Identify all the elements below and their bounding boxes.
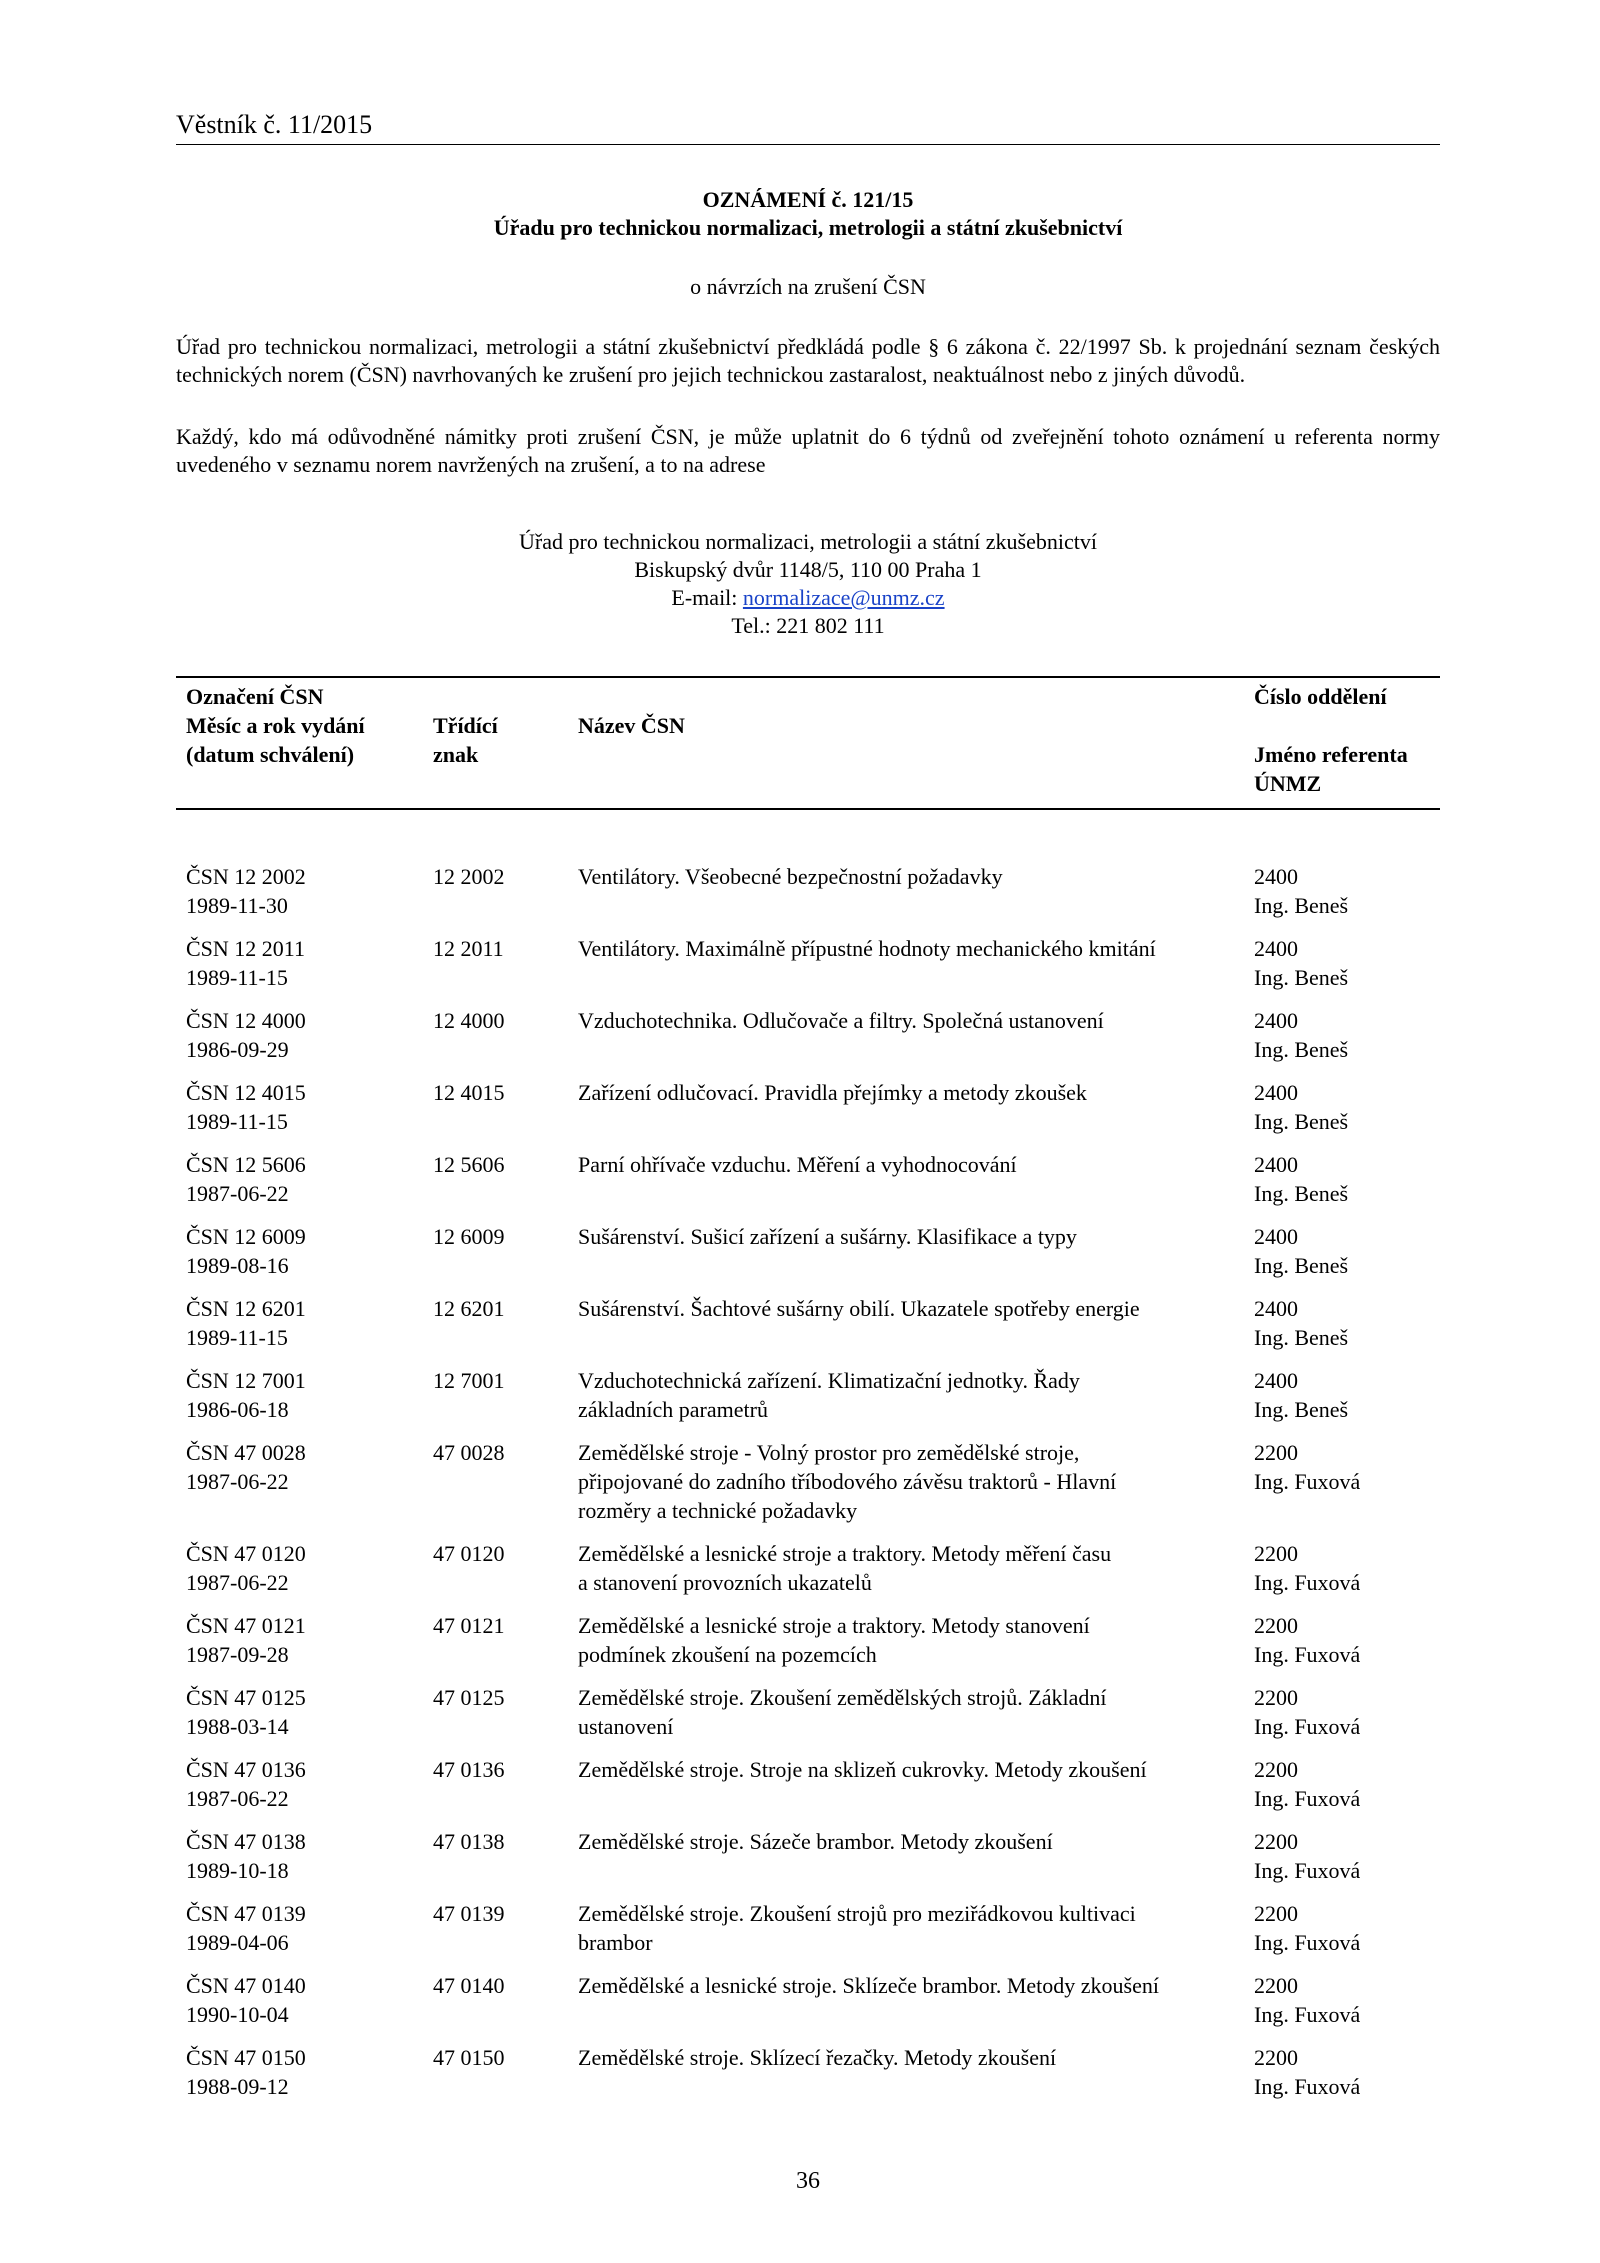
referent-name: Ing. Beneš (1254, 1253, 1349, 1278)
standard-title-line: Parní ohřívače vzduchu. Měření a vyhodnocování (578, 1152, 1017, 1177)
referent-name: Ing. Fuxová (1254, 2074, 1361, 2099)
page-number: 36 (796, 2168, 820, 2194)
standard-title-line: Zemědělské a lesnické stroje a traktory. Metody stanovení (578, 1613, 1090, 1638)
classification-mark: 12 7001 (433, 1368, 505, 1393)
standard-title-line: základních parametrů (578, 1397, 768, 1422)
standard-code: ČSN 12 4015 (186, 1080, 306, 1105)
standard-title-line: Zemědělské stroje. Sázeče brambor. Metody zkoušení (578, 1829, 1053, 1854)
referent-name: Ing. Beneš (1254, 1181, 1349, 1206)
classification-mark: 47 0139 (433, 1901, 505, 1926)
standard-title-line: Sušárenství. Šachtové sušárny obilí. Ukazatele spotřeby energie (578, 1296, 1140, 1321)
department-number: 2400 (1254, 864, 1298, 889)
issue-date: 1987-06-22 (186, 1181, 289, 1206)
objection-paragraph: Každý, kdo má odůvodněné námitky proti zrušení ČSN, je může uplatnit do 6 týdnů od zveřejnění tohoto oznámení u referenta normy uvedeného v seznamu norem navržených na zrušení, a to na adrese (176, 424, 1440, 477)
department-number: 2400 (1254, 1368, 1298, 1393)
department-number: 2200 (1254, 1757, 1298, 1782)
standard-code: ČSN 47 0150 (186, 2045, 306, 2070)
standard-code: ČSN 47 0125 (186, 1685, 306, 1710)
table-header-bottom-rule (176, 808, 1440, 810)
header-col3: Název ČSN (578, 713, 685, 738)
table-header-top-rule (176, 676, 1440, 678)
issue-date: 1989-11-15 (186, 1325, 288, 1350)
department-number: 2400 (1254, 936, 1298, 961)
standard-code: ČSN 47 0028 (186, 1440, 306, 1465)
referent-name: Ing. Beneš (1254, 1325, 1349, 1350)
department-number: 2200 (1254, 1685, 1298, 1710)
classification-mark: 47 0136 (433, 1757, 505, 1782)
issue-date: 1986-09-29 (186, 1037, 289, 1062)
issue-date: 1989-11-15 (186, 1109, 288, 1134)
email-label: E-mail: (671, 585, 743, 610)
standard-code: ČSN 47 0121 (186, 1613, 306, 1638)
department-number: 2200 (1254, 1901, 1298, 1926)
standard-title-line: Sušárenství. Sušicí zařízení a sušárny. Klasifikace a typy (578, 1224, 1077, 1249)
department-number: 2400 (1254, 1080, 1298, 1105)
referent-name: Ing. Fuxová (1254, 1469, 1361, 1494)
department-number: 2200 (1254, 2045, 1298, 2070)
standard-title-line: Zemědělské stroje. Zkoušení strojů pro meziřádkovou kultivaci (578, 1901, 1136, 1926)
header-col1-line1: Označení ČSN (186, 684, 324, 709)
standard-code: ČSN 12 2002 (186, 864, 306, 889)
standard-title-line: Zemědělské a lesnické stroje. Sklízeče brambor. Metody zkoušení (578, 1973, 1159, 1998)
standard-title-line: Zemědělské stroje - Volný prostor pro zemědělské stroje, (578, 1440, 1080, 1465)
standard-code: ČSN 47 0139 (186, 1901, 306, 1926)
referent-name: Ing. Fuxová (1254, 1570, 1361, 1595)
standard-title-line: Ventilátory. Maximálně přípustné hodnoty mechanického kmitání (578, 936, 1156, 961)
standard-title-line: Zemědělské stroje. Stroje na sklizeň cukrovky. Metody zkoušení (578, 1757, 1147, 1782)
standard-title-line: ustanovení (578, 1714, 674, 1739)
referent-name: Ing. Beneš (1254, 893, 1349, 918)
standard-title-line: rozměry a technické požadavky (578, 1498, 858, 1523)
address-phone: Tel.: 221 802 111 (731, 613, 885, 638)
classification-mark: 47 0150 (433, 2045, 505, 2070)
referent-name: Ing. Fuxová (1254, 1786, 1361, 1811)
department-number: 2200 (1254, 1440, 1298, 1465)
issue-date: 1987-06-22 (186, 1570, 289, 1595)
address-email-line (176, 584, 1440, 612)
announcement-authority: Úřadu pro technickou normalizaci, metrologii a státní zkušebnictví (493, 215, 1123, 240)
classification-mark: 12 5606 (433, 1152, 505, 1177)
classification-mark: 47 0138 (433, 1829, 505, 1854)
issue-date: 1989-04-06 (186, 1930, 289, 1955)
standard-code: ČSN 12 6201 (186, 1296, 306, 1321)
department-number: 2400 (1254, 1152, 1298, 1177)
standard-title-line: brambor (578, 1930, 653, 1955)
referent-name: Ing. Beneš (1254, 965, 1349, 990)
referent-name: Ing. Fuxová (1254, 1642, 1361, 1667)
department-number: 2400 (1254, 1008, 1298, 1033)
address-block (176, 528, 1440, 640)
referent-name: Ing. Beneš (1254, 1109, 1349, 1134)
standard-title-line: Zařízení odlučovací. Pravidla přejímky a metody zkoušek (578, 1080, 1087, 1105)
issue-date: 1987-09-28 (186, 1642, 289, 1667)
standard-title-line: připojované do zadního tříbodového závěsu traktorů - Hlavní (578, 1469, 1117, 1494)
issue-date: 1986-06-18 (186, 1397, 289, 1422)
classification-mark: 47 0121 (433, 1613, 505, 1638)
standard-title-line: Ventilátory. Všeobecné bezpečnostní požadavky (578, 864, 1003, 889)
referent-name: Ing. Fuxová (1254, 1858, 1361, 1883)
standard-code: ČSN 12 7001 (186, 1368, 306, 1393)
referent-name: Ing. Fuxová (1254, 2002, 1361, 2027)
issue-date: 1989-11-15 (186, 965, 288, 990)
header-col4-line3: ÚNMZ (1254, 771, 1322, 796)
referent-name: Ing. Beneš (1254, 1037, 1349, 1062)
header-col2-line1: Třídící (433, 713, 498, 738)
standard-title-line: Zemědělské stroje. Zkoušení zemědělských strojů. Základní (578, 1685, 1107, 1710)
issue-date: 1987-06-22 (186, 1786, 289, 1811)
classification-mark: 47 0028 (433, 1440, 505, 1465)
standard-code: ČSN 12 6009 (186, 1224, 306, 1249)
issue-date: 1989-11-30 (186, 893, 288, 918)
header-col1-line2: Měsíc a rok vydání (186, 713, 365, 738)
standard-code: ČSN 47 0120 (186, 1541, 306, 1566)
header-col4-line1: Číslo oddělení (1254, 684, 1387, 709)
header-col1-line3: (datum schválení) (186, 742, 355, 767)
intro-paragraph: Úřad pro technickou normalizaci, metrologii a státní zkušebnictví předkládá podle § 6 zákona č. 22/1997 Sb. k projednání seznam českých technických norem (ČSN) navrhovaných ke zrušení pro jejich technickou zastaralost, neaktuálnost nebo z jiných důvodů. (176, 334, 1440, 387)
classification-mark: 12 2011 (433, 936, 504, 961)
standard-code: ČSN 47 0136 (186, 1757, 306, 1782)
referent-name: Ing. Fuxová (1254, 1930, 1361, 1955)
standard-title-line: podmínek zkoušení na pozemcích (578, 1642, 877, 1667)
journal-header: Věstník č. 11/2015 (176, 110, 1440, 145)
header-col2-line2: znak (433, 742, 479, 767)
issue-date: 1989-08-16 (186, 1253, 289, 1278)
standard-code: ČSN 12 2011 (186, 936, 305, 961)
issue-date: 1988-09-12 (186, 2074, 289, 2099)
standard-code: ČSN 47 0138 (186, 1829, 306, 1854)
issue-date: 1989-10-18 (186, 1858, 289, 1883)
classification-mark: 12 2002 (433, 864, 505, 889)
department-number: 2400 (1254, 1296, 1298, 1321)
classification-mark: 47 0140 (433, 1973, 505, 1998)
standard-code: ČSN 47 0140 (186, 1973, 306, 1998)
classification-mark: 47 0120 (433, 1541, 505, 1566)
classification-mark: 12 4000 (433, 1008, 505, 1033)
address-org: Úřad pro technickou normalizaci, metrologii a státní zkušebnictví (519, 529, 1097, 554)
address-street: Biskupský dvůr 1148/5, 110 00 Praha 1 (634, 557, 982, 582)
department-number: 2200 (1254, 1613, 1298, 1638)
referent-name: Ing. Fuxová (1254, 1714, 1361, 1739)
email-link[interactable]: normalizace@unmz.cz (742, 585, 945, 610)
classification-mark: 12 4015 (433, 1080, 505, 1105)
standard-title-line: Zemědělské a lesnické stroje a traktory. Metody měření času (578, 1541, 1112, 1566)
issue-date: 1990-10-04 (186, 2002, 289, 2027)
standard-code: ČSN 12 5606 (186, 1152, 306, 1177)
classification-mark: 12 6201 (433, 1296, 505, 1321)
standard-title-line: Vzduchotechnická zařízení. Klimatizační jednotky. Řady (578, 1368, 1080, 1393)
announcement-subtitle: o návrzích na zrušení ČSN (690, 274, 926, 299)
issue-date: 1988-03-14 (186, 1714, 289, 1739)
standard-title-line: Zemědělské stroje. Sklízecí řezačky. Metody zkoušení (578, 2045, 1057, 2070)
header-col4-line2: Jméno referenta (1254, 742, 1408, 767)
referent-name: Ing. Beneš (1254, 1397, 1349, 1422)
department-number: 2200 (1254, 1973, 1298, 1998)
standard-title-line: a stanovení provozních ukazatelů (578, 1570, 872, 1595)
announcement-title: OZNÁMENÍ č. 121/15 (702, 187, 914, 212)
classification-mark: 47 0125 (433, 1685, 505, 1710)
issue-date: 1987-06-22 (186, 1469, 289, 1494)
department-number: 2200 (1254, 1829, 1298, 1854)
classification-mark: 12 6009 (433, 1224, 505, 1249)
department-number: 2400 (1254, 1224, 1298, 1249)
standard-title-line: Vzduchotechnika. Odlučovače a filtry. Společná ustanovení (578, 1008, 1104, 1033)
standard-code: ČSN 12 4000 (186, 1008, 306, 1033)
department-number: 2200 (1254, 1541, 1298, 1566)
